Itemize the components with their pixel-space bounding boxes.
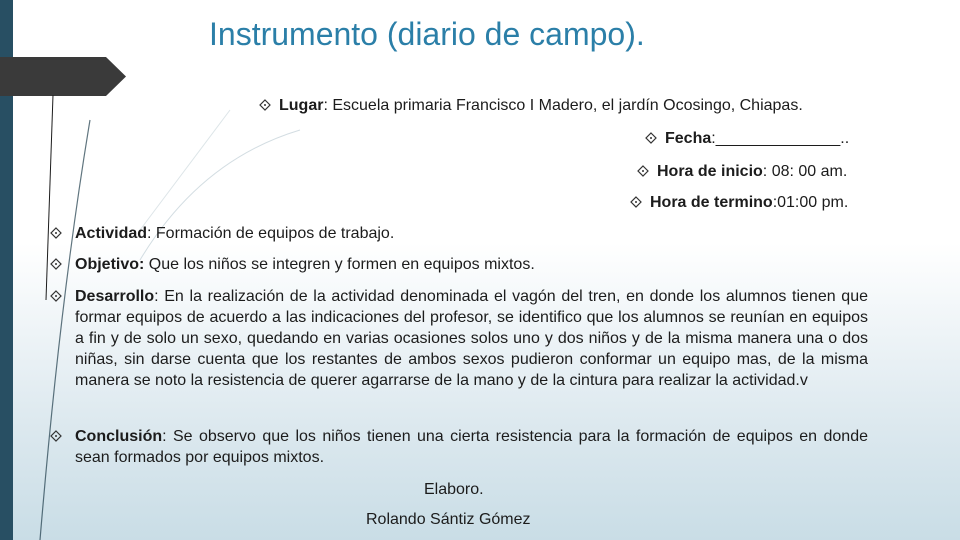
- title-arrow-shape: [0, 57, 126, 96]
- signature-heading: Elaboro.: [424, 481, 484, 498]
- label: Hora de termino: [650, 194, 773, 211]
- diamond-bullet-icon: [259, 99, 271, 111]
- page-title: Instrumento (diario de campo).: [209, 16, 645, 52]
- diamond-bullet-icon: [645, 132, 657, 144]
- value: : Formación de equipos de trabajo.: [147, 225, 395, 242]
- item-desarrollo: [50, 286, 868, 391]
- value: : Escuela primaria Francisco I Madero, el jardín Ocosingo, Chiapas.: [323, 97, 803, 114]
- label: Desarrollo: [75, 288, 155, 305]
- label: Conclusión: [75, 428, 163, 445]
- item-actividad: [50, 223, 868, 244]
- item-conclusion: [50, 426, 868, 468]
- item-objetivo: [50, 254, 868, 275]
- label: Actividad: [75, 225, 148, 242]
- label: Hora de inicio: [657, 163, 763, 180]
- value: : En la realización de la actividad denominada el vagón del tren, en donde los alumnos tienen que formar equipos de acuerdo a las indicaciones del profesor, se identifico que los alumnos se reunían en equipos a fin y de solo un sexo, quedando en varias ocasiones solos uno y dos niños y de la misma manera una o dos niñas, sin darse cuenta que los restantes de ambos sexos pudieron conformar un equipo mas, de la misma manera se noto la resistencia de querer agarrarse de la mano y de la cintura para realizar la actividad.v: [75, 288, 868, 389]
- header-line-hora-termino: [630, 192, 848, 213]
- header-line-fecha: [645, 128, 849, 149]
- diamond-bullet-icon: [50, 227, 62, 239]
- label: Objetivo:: [75, 256, 145, 273]
- value: : Se observo que los niños tienen una cierta resistencia para la formación de equipos en donde sean formados por equipos mixtos.: [75, 428, 868, 466]
- value: Que los niños se integren y formen en equipos mixtos.: [144, 256, 535, 273]
- value: :01:00 pm.: [772, 194, 849, 211]
- signature-name: Rolando Sántiz Gómez: [366, 511, 531, 528]
- value: : 08: 00 am.: [762, 163, 848, 180]
- diamond-bullet-icon: [637, 165, 649, 177]
- label: Lugar: [279, 97, 324, 114]
- diamond-bullet-icon: [50, 290, 62, 302]
- header-line-hora-inicio: [637, 161, 847, 182]
- diamond-bullet-icon: [630, 196, 642, 208]
- diamond-bullet-icon: [50, 258, 62, 270]
- diamond-bullet-icon: [50, 430, 62, 442]
- label: Fecha: [665, 130, 712, 147]
- value: :______________..: [711, 130, 850, 147]
- header-line-lugar: [259, 95, 803, 116]
